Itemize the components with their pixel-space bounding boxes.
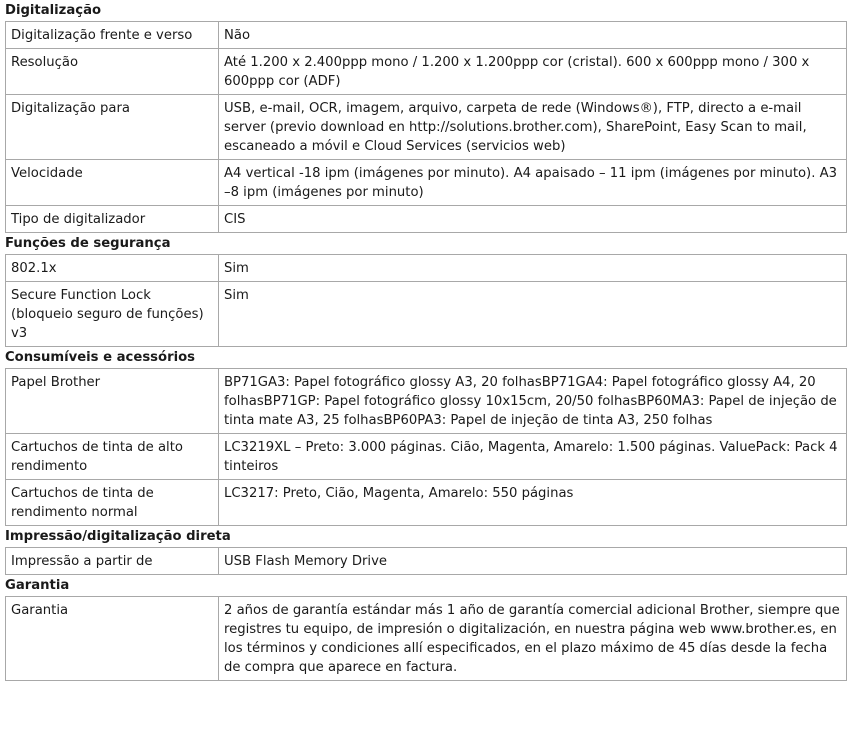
row-value: USB, e-mail, OCR, imagem, arquivo, carpeta de rede (Windows®), FTP, directo a e-mail server (previo download en http://solutions.brother.com), SharePoint, Easy Scan to mail, escaneado a móvil e Cloud Services (servicios web) bbox=[219, 95, 847, 160]
section-title-seguranca: Funções de segurança bbox=[5, 236, 171, 251]
table-row bbox=[6, 22, 847, 49]
row-label: 802.1x bbox=[6, 255, 219, 282]
row-value: Até 1.200 x 2.400ppp mono / 1.200 x 1.200ppp cor (cristal). 600 x 600ppp mono / 300 x 600ppp cor (ADF) bbox=[219, 49, 847, 95]
row-label: Digitalização frente e verso bbox=[6, 22, 219, 49]
spec-table-consumiveis bbox=[5, 368, 847, 526]
row-value: LC3217: Preto, Cião, Magenta, Amarelo: 550 páginas bbox=[219, 480, 847, 526]
row-value: 2 años de garantía estándar más 1 año de garantía comercial adicional Brother, siempre que registres tu equipo, de impresión o digitalización, en nuestra página web www.brother.es, en los términos y condiciones allí especificados, en el plazo máximo de 45 días desde la fecha de compra que aparece en factura. bbox=[219, 597, 847, 681]
row-value: Sim bbox=[219, 282, 847, 347]
section-title-impressao-direta: Impressão/digitalização direta bbox=[5, 529, 231, 544]
row-value: USB Flash Memory Drive bbox=[219, 548, 847, 575]
section-title-digitalizacao: Digitalização bbox=[5, 3, 102, 18]
section-title-consumiveis: Consumíveis e acessórios bbox=[5, 350, 196, 365]
row-value: Sim bbox=[219, 255, 847, 282]
row-label: Impressão a partir de bbox=[6, 548, 219, 575]
table-row bbox=[6, 49, 847, 95]
row-label: Cartuchos de tinta de alto rendimento bbox=[6, 434, 219, 480]
row-label: Garantia bbox=[6, 597, 219, 681]
row-label: Secure Function Lock (bloqueio seguro de funções) v3 bbox=[6, 282, 219, 347]
row-value: LC3219XL – Preto: 3.000 páginas. Cião, Magenta, Amarelo: 1.500 páginas. ValuePack: Pack 4 tinteiros bbox=[219, 434, 847, 480]
table-row bbox=[6, 597, 847, 681]
row-label: Velocidade bbox=[6, 160, 219, 206]
table-row bbox=[6, 255, 847, 282]
row-label: Digitalização para bbox=[6, 95, 219, 160]
row-value: A4 vertical -18 ipm (imágenes por minuto). A4 apaisado – 11 ipm (imágenes por minuto). A3 –8 ipm (imágenes por minuto) bbox=[219, 160, 847, 206]
table-row bbox=[6, 369, 847, 434]
table-row bbox=[6, 480, 847, 526]
row-label: Cartuchos de tinta de rendimento normal bbox=[6, 480, 219, 526]
table-row bbox=[6, 160, 847, 206]
table-row bbox=[6, 548, 847, 575]
row-value: BP71GA3: Papel fotográfico glossy A3, 20 folhasBP71GA4: Papel fotográfico glossy A4, 20 folhasBP71GP: Papel fotográfico glossy 10x15cm, 20/50 folhasBP60MA3: Papel de injeção de tinta mate A3, 25 folhasBP60PA3: Papel de injeção de tinta A3, 250 folhas bbox=[219, 369, 847, 434]
spec-table-seguranca bbox=[5, 254, 847, 347]
table-row bbox=[6, 95, 847, 160]
row-value: CIS bbox=[219, 206, 847, 233]
row-label: Resolução bbox=[6, 49, 219, 95]
table-row bbox=[6, 282, 847, 347]
row-label: Papel Brother bbox=[6, 369, 219, 434]
table-row bbox=[6, 434, 847, 480]
table-row bbox=[6, 206, 847, 233]
spec-table-digitalizacao bbox=[5, 21, 847, 233]
section-title-garantia: Garantia bbox=[5, 578, 70, 593]
row-value: Não bbox=[219, 22, 847, 49]
spec-table-garantia bbox=[5, 596, 847, 681]
spec-table-impressao-direta bbox=[5, 547, 847, 575]
row-label: Tipo de digitalizador bbox=[6, 206, 219, 233]
